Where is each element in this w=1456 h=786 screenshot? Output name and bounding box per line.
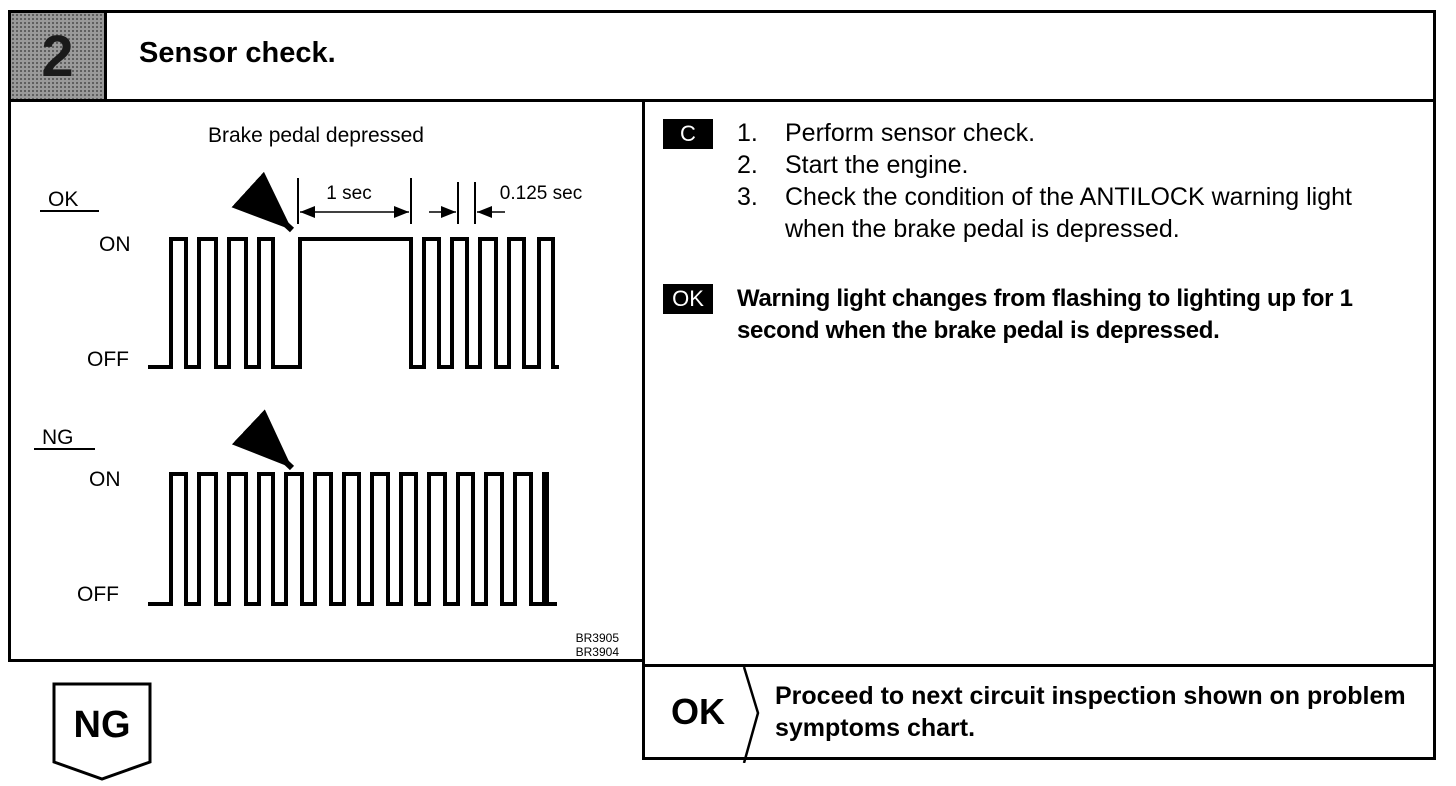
- dim-1sec-label: 1 sec: [326, 183, 372, 204]
- step-text: Perform sensor check.: [785, 119, 1036, 147]
- check-steps-list: [737, 117, 1405, 245]
- step-text: Start the engine.: [785, 151, 969, 179]
- ng-on-label: ON: [89, 468, 121, 491]
- ok-action-label: OK: [671, 691, 725, 732]
- step-number: 3.: [737, 183, 758, 211]
- check-step: [737, 117, 1405, 149]
- ng-off-label: OFF: [77, 583, 119, 606]
- page-title: Sensor check.: [139, 37, 336, 69]
- figure-code-1: BR3905: [575, 631, 619, 645]
- ok-action-text: Proceed to next circuit inspection shown on problem symptoms chart.: [775, 682, 1406, 742]
- ng-waveform: [148, 474, 557, 604]
- instructions-panel: [642, 99, 1436, 667]
- ok-waveform: [148, 239, 559, 367]
- waveform-diagram: [11, 102, 648, 665]
- step-number: 1.: [737, 119, 758, 147]
- ng-action-box: [52, 682, 152, 782]
- step-header: [8, 10, 1436, 102]
- check-tag: C: [663, 119, 713, 149]
- ok-result-tag: OK: [663, 284, 713, 314]
- check-step: [737, 181, 1405, 245]
- step-number: 2.: [737, 151, 758, 179]
- ng-pointer-arrow: [257, 435, 292, 468]
- diagram-caption: Brake pedal depressed: [208, 124, 424, 147]
- check-step: [737, 149, 1405, 181]
- ok-action-row: [642, 664, 1436, 760]
- ng-action-label: NG: [73, 704, 131, 746]
- ok-off-label: OFF: [87, 348, 129, 371]
- figure-code-2: BR3904: [575, 645, 619, 659]
- ng-waveform-label: NG: [42, 426, 74, 449]
- ok-result-text: Warning light changes from flashing to lighting up for 1 second when the brake pedal is depressed.: [737, 285, 1353, 344]
- dim-0125-label: 0.125 sec: [499, 183, 583, 204]
- step-number-badge: [11, 13, 107, 99]
- ok-waveform-label: OK: [48, 188, 79, 211]
- waveform-diagram-panel: [8, 99, 645, 662]
- step-number: 2: [41, 23, 74, 89]
- ok-on-label: ON: [99, 233, 131, 256]
- ok-pointer-arrow: [257, 198, 292, 230]
- step-text: Check the condition of the ANTILOCK warning light when the brake pedal is depressed.: [785, 183, 1352, 243]
